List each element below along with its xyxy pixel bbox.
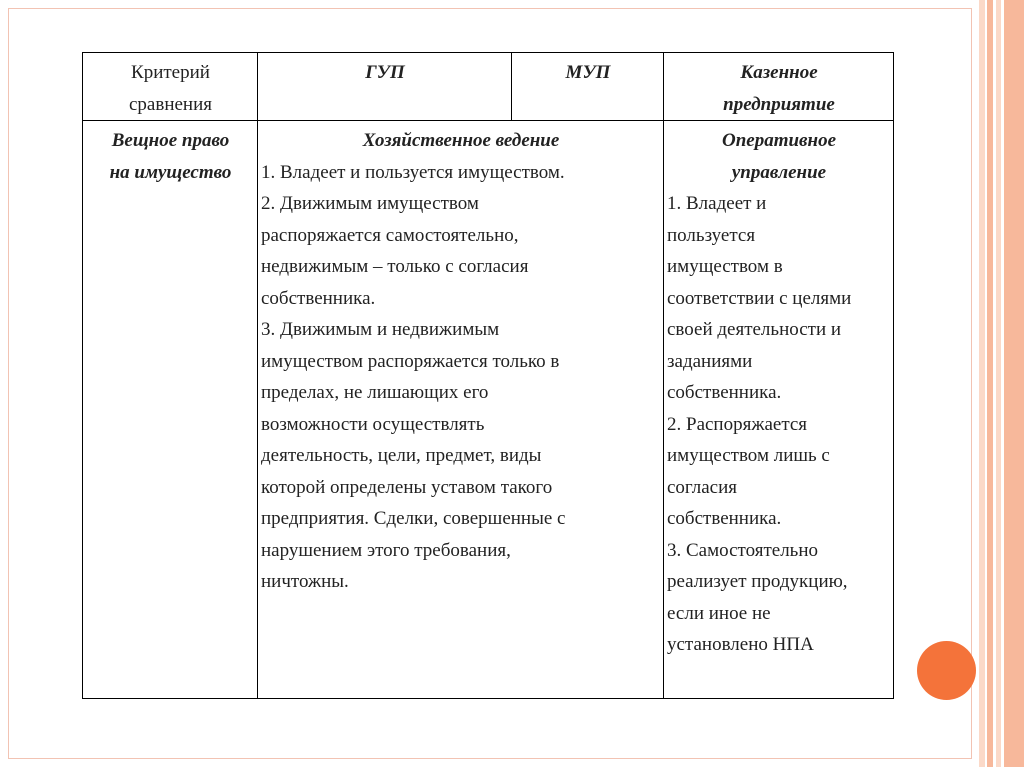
text-line: 3. Движимым и недвижимым — [261, 319, 500, 340]
header-criterion-line: сравнения — [128, 93, 212, 115]
row-label-line: на имущество — [109, 161, 232, 183]
header-criterion — [83, 53, 258, 121]
decor-stripe — [1004, 0, 1024, 767]
comparison-table — [82, 52, 894, 699]
text-line: соответствии с целями — [667, 287, 852, 309]
text-line: своей деятельности и — [667, 319, 842, 340]
text-line: которой определены уставом такого — [261, 476, 553, 498]
table-header-row — [83, 53, 894, 121]
text-line: предприятия. Сделки, совершенные с — [261, 508, 566, 529]
decor-circle — [917, 641, 976, 700]
text-line: 1. Владеет и пользуется имуществом. — [261, 161, 565, 183]
text-line: 3. Самостоятельно — [667, 539, 819, 561]
text-line: реализует продукцию, — [667, 571, 848, 592]
text-line: собственника. — [667, 382, 782, 403]
decor-stripe — [996, 0, 1001, 767]
text-line: 2. Распоряжается — [667, 413, 808, 435]
text-line: пределах, не лишающих его — [261, 382, 489, 403]
text-line: пользуется — [667, 224, 756, 246]
cell-kazennoe — [664, 121, 894, 699]
cell-gup-mup-title: Хозяйственное ведение — [362, 130, 560, 151]
text-line: ничтожны. — [261, 571, 349, 592]
header-kazennoe-line: Казенное — [740, 62, 818, 83]
header-mup: МУП — [512, 53, 664, 121]
decor-stripe — [987, 0, 993, 767]
header-criterion-line: Критерий — [131, 62, 210, 83]
text-line: возможности осуществлять — [261, 413, 485, 435]
text-line: согласия — [667, 476, 738, 498]
decor-stripe — [979, 0, 985, 767]
cell-gup-mup — [258, 121, 664, 699]
text-line: деятельность, цели, предмет, виды — [261, 445, 542, 466]
row-label-line: Вещное право — [111, 130, 230, 151]
table-row — [83, 121, 894, 699]
text-line: имуществом распоряжается только в — [261, 350, 560, 372]
header-kazennoe — [664, 53, 894, 121]
row-label — [83, 121, 258, 699]
header-gup: ГУП — [258, 53, 512, 121]
text-line: распоряжается самостоятельно, — [261, 224, 519, 246]
header-kazennoe-line: предприятие — [723, 93, 835, 115]
text-line: нарушением этого требования, — [261, 539, 511, 561]
text-line: собственника. — [667, 508, 782, 529]
text-line: заданиями — [667, 350, 753, 372]
text-line: 2. Движимым имуществом — [261, 193, 479, 214]
text-line: недвижимым – только с согласия — [261, 256, 529, 277]
text-line: собственника. — [261, 287, 376, 309]
text-line: если иное не — [667, 602, 771, 624]
text-line: имуществом в — [667, 256, 783, 277]
cell-kazennoe-title: управление — [731, 161, 827, 183]
text-line: 1. Владеет и — [667, 193, 767, 214]
cell-kazennoe-title: Оперативное — [721, 130, 837, 151]
text-line: установлено НПА — [667, 634, 814, 655]
text-line: имуществом лишь с — [667, 445, 830, 466]
